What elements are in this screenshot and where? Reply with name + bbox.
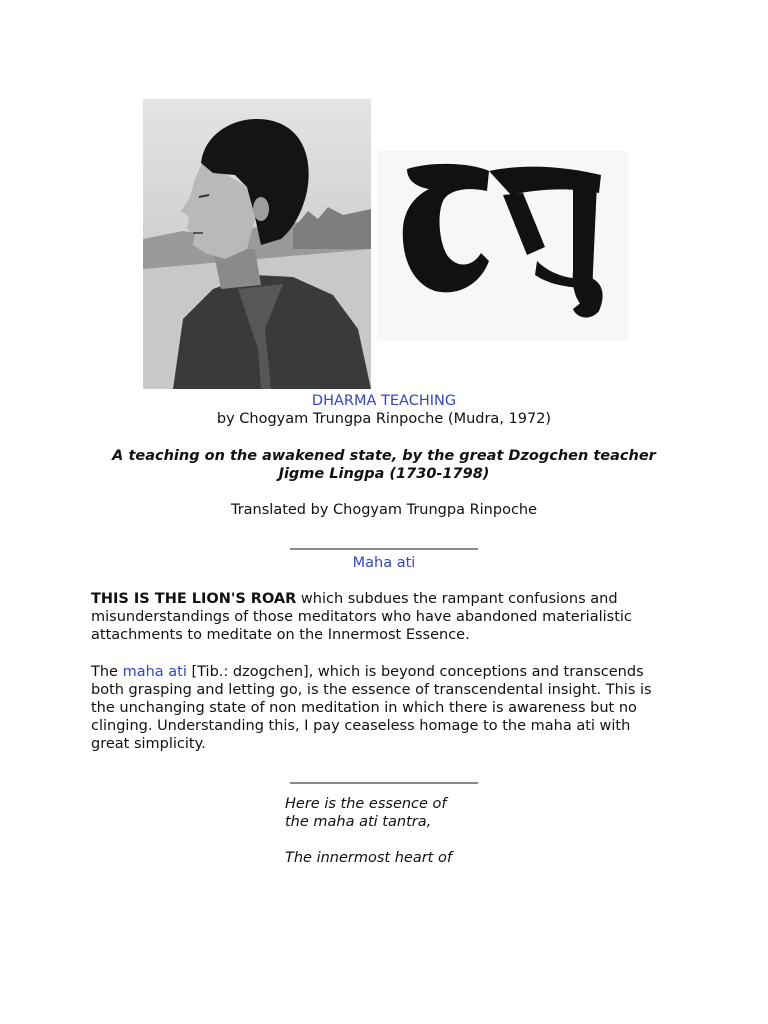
paragraph-line: the unchanging state of non meditation in which there is awareness but no	[91, 700, 637, 716]
paragraph-maha-ati	[91, 663, 661, 753]
paragraph-line: attachments to meditate on the Innermost Essence.	[91, 627, 470, 643]
portrait-illustration	[143, 99, 371, 389]
tibetan-glyph-image	[377, 151, 628, 341]
paragraph-line: both grasping and letting go, is the essence of transcendental insight. This is	[91, 682, 652, 698]
paragraph-line	[91, 663, 661, 681]
portrait-photo	[143, 99, 371, 389]
verse-line-1: Here is the essence of	[285, 796, 447, 812]
maha-ati-inline-link[interactable]: maha ati	[122, 664, 187, 680]
paragraph-text: [Tib.: dzogchen], which is beyond conceptions and transcends	[186, 664, 644, 680]
translated-by: Translated by Chogyam Trungpa Rinpoche	[230, 502, 538, 518]
subtitle	[80, 447, 688, 483]
subtitle-line-1: A teaching on the awakened state, by the great Dzogchen teacher	[112, 448, 656, 464]
paragraph-line: clinging. Understanding this, I pay ceaseless homage to the maha ati with	[91, 718, 631, 734]
subtitle-line-2: Jigme Lingpa (1730-1798)	[278, 466, 490, 482]
paragraph-line	[91, 590, 661, 608]
byline: by Chogyam Trungpa Rinpoche (Mudra, 1972)	[216, 411, 552, 427]
dharma-teaching-link[interactable]: DHARMA TEACHING	[311, 393, 457, 409]
lead-bold-text: THIS IS THE LION'S ROAR	[91, 591, 297, 607]
verse-line-2: the maha ati tantra,	[285, 814, 432, 830]
paragraph-lions-roar	[91, 590, 661, 644]
paragraph-text: which subdues the rampant confusions and	[296, 591, 618, 607]
paragraph-line: misunderstandings of those meditators who have abandoned materialistic	[91, 609, 632, 625]
paragraph-prefix: The	[91, 664, 123, 680]
tibetan-letter-icon	[377, 151, 628, 341]
paragraph-line: great simplicity.	[91, 736, 206, 752]
verse-line-3: The innermost heart of	[285, 850, 452, 866]
horizontal-rule	[290, 548, 478, 550]
maha-ati-heading-link[interactable]: Maha ati	[352, 555, 416, 571]
horizontal-rule	[290, 782, 478, 784]
